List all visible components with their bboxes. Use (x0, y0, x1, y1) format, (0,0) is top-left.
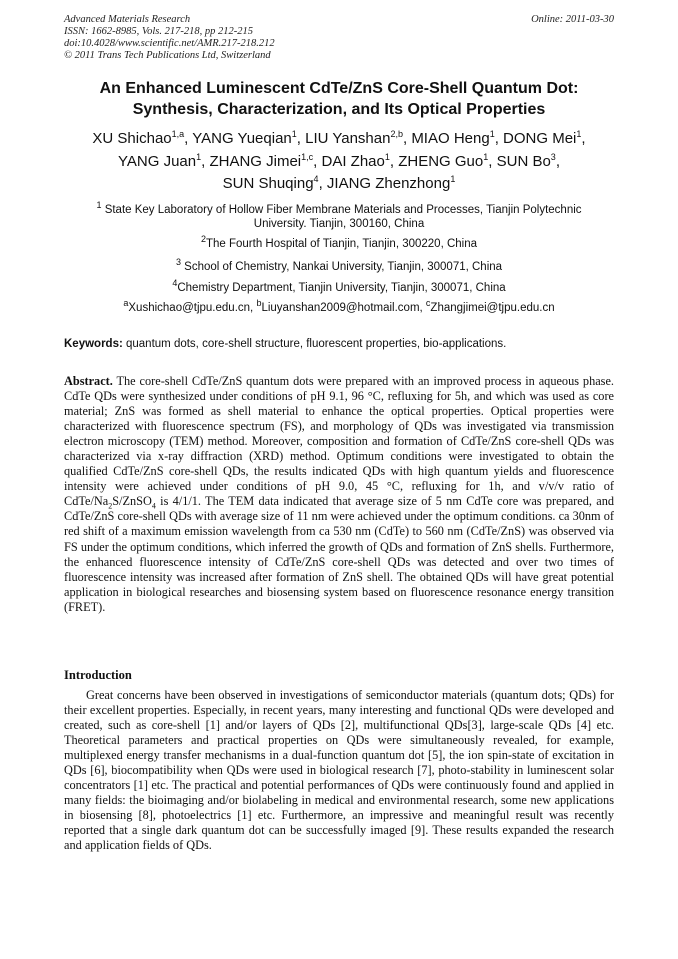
author: LIU Yanshan$^{2,b}$, (305, 129, 412, 147)
author-list (30, 128, 648, 196)
author-emails: $^a$Xushichao@tjpu.edu.cn, $^b$Liuyanshan2009@hotmail.com, $^c$Zhangjimei@tjpu.edu.cn (123, 298, 555, 314)
author: YANG Juan$^1$, (118, 151, 210, 170)
paper-title (40, 78, 638, 120)
author: JIANG Zhenzhong$^1$ (326, 174, 456, 192)
journal-issn: ISSN: 1662-8985, Vols. 217-218, pp 212-215 (64, 26, 253, 37)
author: XU Shichao$^{1,a}$, (92, 129, 193, 147)
affiliation-4: $^4$Chemistry Department, Tianjin University, Tianjin, 300071, China (172, 278, 506, 294)
author: DONG Mei$^1$, (503, 129, 586, 147)
journal-copyright: © 2011 Trans Tech Publications Ltd, Switzerland (64, 50, 271, 61)
introduction-paragraph: Great concerns have been observed in investigations of semiconductor materials (quantum dots; QDs) for their excellent properties. Especially, in recent years, many interesting and functional QDs were developed and created, such as core-shell [1] and/or layers of QDs [2], multifunctional QDs[3], large-scale QDs [4] etc. Theoretical parameters and practical properties on QDs were simultaneously revealed, for example, multiplexed energy transfer mechanisms in a dual-function quantum dot [5], the ion spin-state of excitation in QDs [6], biocompatibility when QDs were used in biological research [7], photo-stability in luminescent solar concentrators [1] etc. The practical and potential performances of QDs were continuously found and applied in many fields: the bioimaging and/or biolabeling in medical and environmental research, some new applications in biosensing [8], photoelectrics [1] etc. Furthermore, an impressive and meaningful result was recently reported that a single dark quantum dot can be successfully imaged [9]. These results expanded the research and application fields of QDs. (64, 688, 614, 853)
author: YANG Yueqian$^1$, (192, 129, 306, 147)
author: DAI Zhao$^1$, (321, 151, 399, 170)
keywords (64, 337, 614, 351)
abstract: Abstract. The core-shell CdTe/ZnS quantum dots were prepared with an improved process in aqueous phase. CdTe QDs were synthesized under conditions of pH 9.1, 96 °C, refluxing for 5h, and which was used as core material; ZnS was formed as shell material to enhance the optical properties. Optical properties were characterized with fluorescence spectrum (FS), and morphology of QDs was investigated via transmission electron microscopy (TEM) method. Moreover, composition and formation of CdTe/ZnS core-shell QDs was characterized via x-ray diffraction (XRD) method. Optimum conditions were investigated to obtain the qualified CdTe/ZnS core-shell QDs, the results indicated QDs with high quantum yields and fluorescence intensity were achieved under conditions of pH 9.0, 45 °C, refluxing for 1h, and v/v/v ratio of CdTe/$Na_2S/ZnSO_4$ is 4/1/1. The TEM data indicated that average size of 5 nm CdTe core was prepared, and CdTe/ZnS core-shell QDs with average size of 11 nm were achieved under the optimum conditions. ca 30nm of red shift of a maximum emission wavelength from ca 530 nm (CdTe) to 560 nm (CdTe/ZnS) was observed via FS under the optimum conditions, which inferred the growth of QDs and formation of ZnS shells. Furthermore, the enhanced fluorescence intensity of CdTe/ZnS core-shell QDs was detected and over two times of fluorescence intensity was increased after formation of ZnS shell. The obtained QDs will have great potential application in biological researches and biosensing system based on fluorescence resonance energy transition (FRET). (64, 374, 614, 614)
introduction-heading: Introduction (64, 668, 132, 682)
author-line-1 (30, 128, 648, 151)
journal-header (64, 14, 614, 62)
affiliation-3: $^3$ School of Chemistry, Nankai University, Tianjin, 300071, China (175, 257, 503, 273)
author: ZHANG Jimei$^{1,c}$, (209, 151, 322, 170)
keywords-label: Keywords: (64, 338, 123, 350)
email-link[interactable]: Liuyanshan2009@hotmail.com, (261, 302, 426, 314)
author: MIAO Heng$^1$, (411, 129, 504, 147)
email-link[interactable]: Zhangjimei@tjpu.edu.cn (430, 302, 555, 314)
author-line-2 (30, 151, 648, 174)
online-date: Online: 2011-03-30 (531, 14, 614, 25)
journal-doi: doi:10.4028/www.scientific.net/AMR.217-218.212 (64, 38, 275, 49)
keywords-text: quantum dots, core-shell structure, fluorescent properties, bio-applications. (122, 338, 507, 350)
journal-name: Advanced Materials Research (64, 14, 191, 25)
affiliation-1: $^1$ State Key Laboratory of Hollow Fiber Membrane Materials and Processes, Tianjin Polytechnic University. Tianjin, 300160, China (96, 200, 582, 230)
author: SUN Shuqing$^4$, (222, 174, 327, 192)
title-line-2: Synthesis, Characterization, and Its Optical Properties (132, 101, 546, 118)
affiliation-2: $^2$The Fourth Hospital of Tianjin, Tianjin, 300220, China (200, 234, 478, 250)
author: SUN Bo$^3$, (496, 151, 560, 170)
title-line-1: An Enhanced Luminescent CdTe/ZnS Core-Shell Quantum Dot: (99, 80, 579, 97)
email-link[interactable]: Xushichao@tjpu.edu.cn, (128, 302, 257, 314)
author-line-3 (30, 173, 648, 196)
author: ZHENG Guo$^1$, (398, 151, 497, 170)
abstract-label: Abstract. (64, 374, 113, 388)
